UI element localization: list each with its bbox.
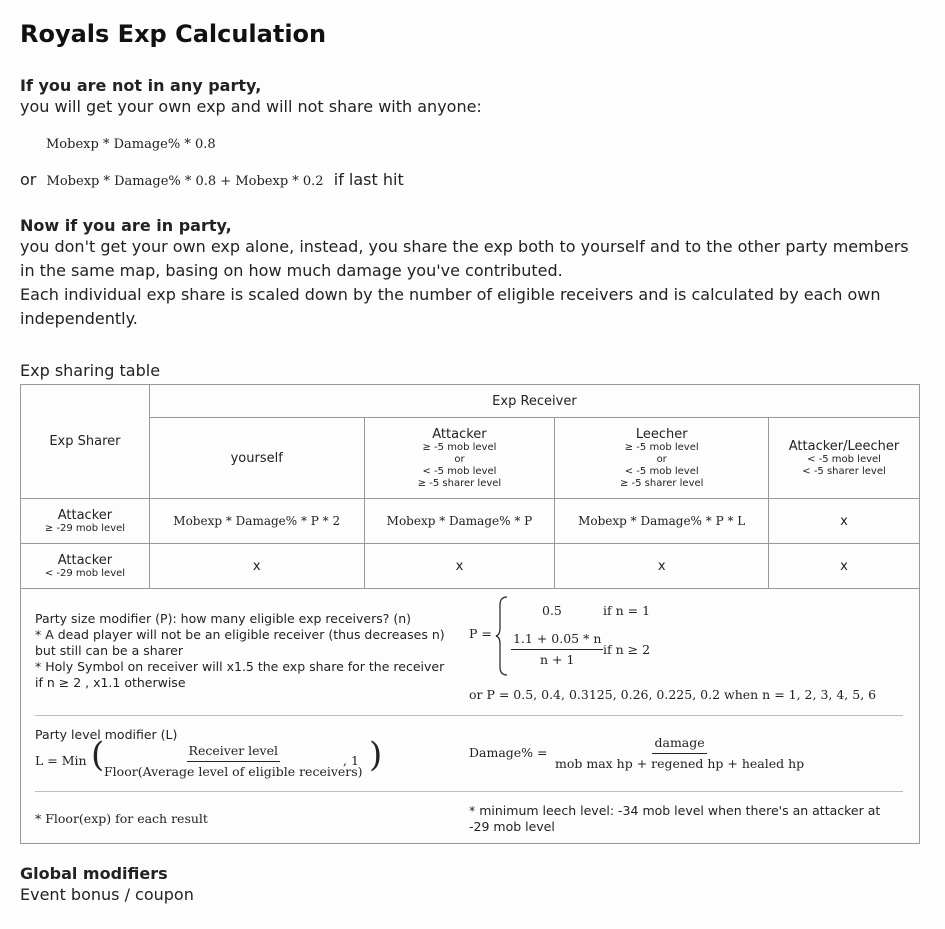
l-second: , 1	[343, 753, 359, 768]
party-size-title: Party size modifier (P): how many eligible exp receivers? (n)	[35, 611, 412, 626]
party-size-notes	[35, 611, 455, 691]
table-cell: x	[364, 544, 555, 589]
party-size-formula	[469, 595, 899, 681]
col-sub: < -5 mob level	[422, 465, 497, 477]
col-sub: < -5 sharer level	[802, 465, 886, 477]
col-sub: ≥ -5 sharer level	[417, 477, 502, 489]
col-sub: or	[454, 453, 465, 465]
last-hit-formula-line	[20, 170, 404, 189]
row-header	[21, 499, 150, 544]
col-header-leecher	[555, 418, 769, 499]
dmg-num: damage	[652, 735, 706, 754]
min-leech-note: * minimum leech level: -34 mob level when there's an attacker at -29 mob level	[469, 803, 881, 834]
party-section	[20, 216, 925, 331]
no-party-heading: If you are not in any party,	[20, 76, 262, 95]
paren-open-icon: (	[91, 735, 105, 775]
row-title: Attacker	[57, 507, 113, 523]
damage-formula	[469, 735, 899, 775]
l-den: Floor(Average level of eligible receivers)	[104, 764, 363, 779]
level-modifier-title: Party level modifier (L)	[35, 727, 178, 742]
col-title: Leecher	[635, 426, 688, 442]
last-hit-label: if last hit	[333, 170, 404, 189]
global-modifiers-section	[20, 864, 194, 907]
col-title: yourself	[230, 450, 283, 466]
p-case1-value: 0.5	[542, 603, 562, 618]
exp-receiver-header: Exp Receiver	[149, 385, 919, 418]
row-title: Attacker	[57, 552, 113, 568]
party-text-1: you don't get your own exp alone, instead, you share the exp both to yourself and to the other party members in the same map, basing on how much damage you've contributed.	[20, 237, 909, 280]
l-fraction	[102, 743, 365, 780]
no-party-text: you will get your own exp and will not share with anyone:	[20, 97, 482, 116]
p-case2-cond: if n ≥ 2	[603, 642, 651, 657]
p-values: or P = 0.5, 0.4, 0.3125, 0.26, 0.225, 0.2 when n = 1, 2, 3, 4, 5, 6	[469, 687, 877, 702]
floor-note: * Floor(exp) for each result	[35, 811, 208, 826]
table-cell: x	[769, 499, 920, 544]
l-lhs: L = Min	[35, 753, 87, 768]
row-sub: ≥ -29 mob level	[44, 522, 126, 534]
col-sub: ≥ -5 sharer level	[619, 477, 704, 489]
or-label: or	[20, 170, 37, 189]
divider	[35, 791, 903, 792]
last-hit-formula: Mobexp * Damage% * 0.8 + Mobexp * 0.2	[46, 174, 324, 189]
row-sub: < -29 mob level	[44, 567, 126, 579]
col-sub: ≥ -5 mob level	[624, 441, 699, 453]
divider	[35, 715, 903, 716]
table-row	[21, 499, 920, 544]
table-row	[21, 544, 920, 589]
exp-sharing-table	[20, 384, 920, 844]
dmg-den: mob max hp + regened hp + healed hp	[555, 756, 805, 771]
table-cell: x	[555, 544, 769, 589]
global-text: Event bonus / coupon	[20, 885, 194, 904]
party-text-2: Each individual exp share is scaled down by the number of eligible receivers and is calculated by each own independently.	[20, 285, 881, 328]
p-case2-num: 1.1 + 0.05 * n	[511, 631, 603, 650]
global-heading: Global modifiers	[20, 864, 168, 883]
table-cell: Mobexp * Damage% * P * L	[555, 499, 769, 544]
col-sub: < -5 mob level	[624, 465, 699, 477]
col-sub: < -5 mob level	[807, 453, 881, 465]
p-case2-fraction	[511, 631, 603, 668]
table-cell: x	[769, 544, 920, 589]
notes-cell	[21, 589, 920, 844]
holy-symbol-note: * Holy Symbol on receiver will x1.5 the exp share for the receiver if n ≥ 2 , x1.1 otherwise	[35, 659, 445, 690]
exp-sharer-header: Exp Sharer	[21, 385, 150, 499]
row-header	[21, 544, 150, 589]
dmg-fraction	[553, 735, 806, 772]
l-num: Receiver level	[187, 743, 280, 762]
base-exp-formula: Mobexp * Damage% * 0.8	[46, 137, 216, 152]
p-case2-den: n + 1	[539, 652, 575, 667]
notes-panel	[21, 589, 919, 843]
col-title: Attacker	[432, 426, 487, 442]
p-case1-cond: if n = 1	[603, 603, 651, 618]
dead-player-note: * A dead player will not be an eligible receiver (thus decreases n) but still can be a sharer	[35, 627, 445, 658]
table-cell: Mobexp * Damage% * P * 2	[149, 499, 364, 544]
page-title: Royals Exp Calculation	[20, 20, 327, 48]
paren-close-icon: )	[369, 735, 383, 775]
col-sub: or	[656, 453, 667, 465]
col-header-attacker	[364, 418, 555, 499]
col-title: Attacker/Leecher	[788, 438, 900, 454]
party-heading: Now if you are in party,	[20, 216, 232, 235]
dmg-lhs: Damage% =	[469, 745, 548, 760]
col-header-attacker-leecher	[769, 418, 920, 499]
p-formula-lhs: P =	[469, 626, 492, 641]
col-header-yourself	[149, 418, 364, 499]
table-cell: Mobexp * Damage% * P	[364, 499, 555, 544]
col-sub: ≥ -5 mob level	[422, 441, 497, 453]
level-modifier-formula	[35, 735, 455, 781]
table-cell: x	[149, 544, 364, 589]
table-caption: Exp sharing table	[20, 361, 161, 380]
no-party-section	[20, 76, 925, 119]
brace-icon	[495, 596, 509, 676]
